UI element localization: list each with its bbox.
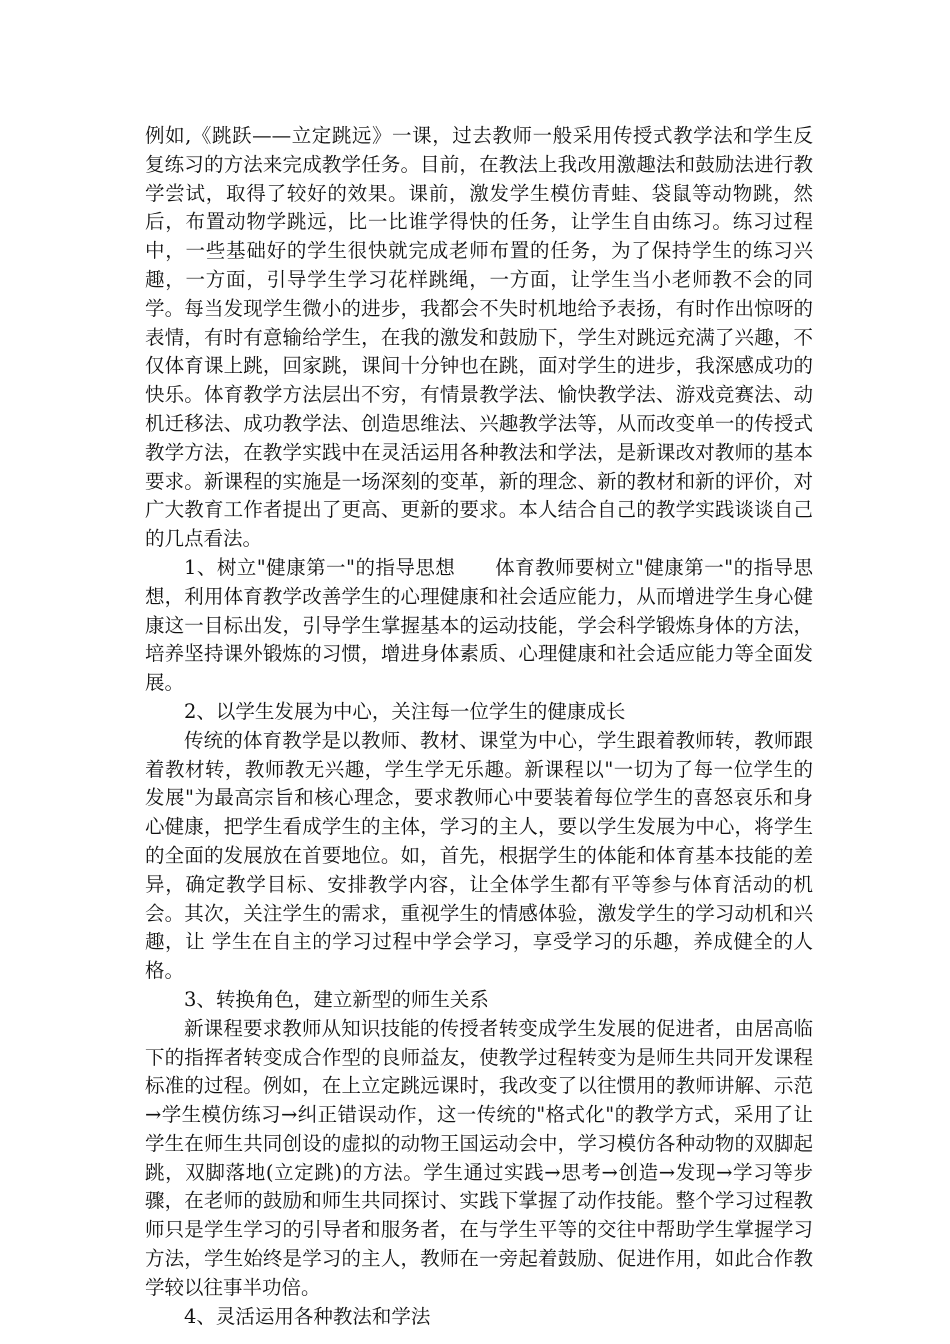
section-heading-4: 4、灵活运用各种教法和学法	[184, 1304, 431, 1328]
paragraph-student-development: 传统的体育教学是以教师、教材、课堂为中心，学生跟着教师转，教师跟着教材转，教师教无兴趣，学生学无乐趣。新课程以"一切为了每一位学生的发展"为最高宗旨和核心理念，要求教师心中要装着每位学生的喜怒哀乐和身心健康，把学生看成学生的主体，学习的主人，要以学生发展为中心，将学生的全面的发展放在首要地位。如，首先，根据学生的体能和体育基本技能的差异，确定教学目标、安排教学内容，让全体学生都有平等参与体育活动的机会。其次，关注学生的需求，重视学生的情感体验，激发学生的学习动机和兴趣，让 学生在自主的学习过程中学会学习，享受学习的乐趣，养成健全的人格。	[145, 728, 813, 983]
section-heading-3: 3、转换角色，建立新型的师生关系	[184, 987, 489, 1011]
document-body	[145, 122, 813, 1331]
paragraph-intro: 例如,《跳跃——立定跳远》一课，过去教师一般采用传授式教学法和学生反复练习的方法来完成教学任务。目前，在教法上我改用激趣法和鼓励法进行教学尝试，取得了较好的效果。课前，激发学生模仿青蛙、袋鼠等动物跳，然后，布置动物学跳远，比一比谁学得快的任务，让学生自由练习。练习过程中，一些基础好的学生很快就完成老师布置的任务，为了保持学生的练习兴趣，一方面，引导学生学习花样跳绳，一方面，让学生当小老师教不会的同学。每当发现学生微小的进步，我都会不失时机地给予表扬，有时作出惊呀的表情，有时有意输给学生，在我的激发和鼓励下，学生对跳远充满了兴趣，不仅体育课上跳，回家跳，课间十分钟也在跳，面对学生的进步，我深感成功的快乐。体育教学方法层出不穷，有情景教学法、愉快教学法、游戏竞赛法、动机迁移法、成功教学法、创造思维法、兴趣教学法等，从而改变单一的传授式教学方法，在教学实践中在灵活运用各种教法和学法，是新课改对教师的基本要求。新课程的实施是一场深刻的变革，新的理念、新的教材和新的评价，对广大教育工作者提出了更高、更新的要求。本人结合自己的教学实践谈谈自己的几点看法。	[145, 124, 813, 551]
paragraph-teacher-role: 新课程要求教师从知识技能的传授者转变成学生发展的促进者，由居高临下的指挥者转变成合作型的良师益友，使教学过程转变为是师生共同开发课程标准的过程。例如，在上立定跳远课时，我改变了以往惯用的教师讲解、示范→学生模仿练习→纠正错误动作，这一传统的"格式化"的教学方式，采用了让学生在师生共同创设的虚拟的动物王国运动会中，学习模仿各种动物的双脚起跳，双脚落地(立定跳)的方法。学生通过实践→思考→创造→发现→学习等步骤，在老师的鼓励和师生共同探讨、实践下掌握了动作技能。整个学习过程教师只是学生学习的引导者和服务者，在与学生平等的交往中帮助学生掌握学习方法，学生始终是学习的主人，教师在一旁起着鼓励、促进作用，如此合作教学较以往事半功倍。	[145, 1016, 813, 1299]
paragraph-health-first: 1、树立"健康第一"的指导思想 体育教师要树立"健康第一"的指导思想，利用体育教学改善学生的心理健康和社会适应能力，从而增进学生身心健康这一目标出发，引导学生掌握基本的运动技能，学会科学锻炼身体的方法，培养坚持课外锻炼的习惯，增进身体素质、心理健康和社会适应能力等全面发展。	[145, 555, 813, 695]
section-heading-2: 2、以学生发展为中心，关注每一位学生的健康成长	[184, 699, 626, 723]
